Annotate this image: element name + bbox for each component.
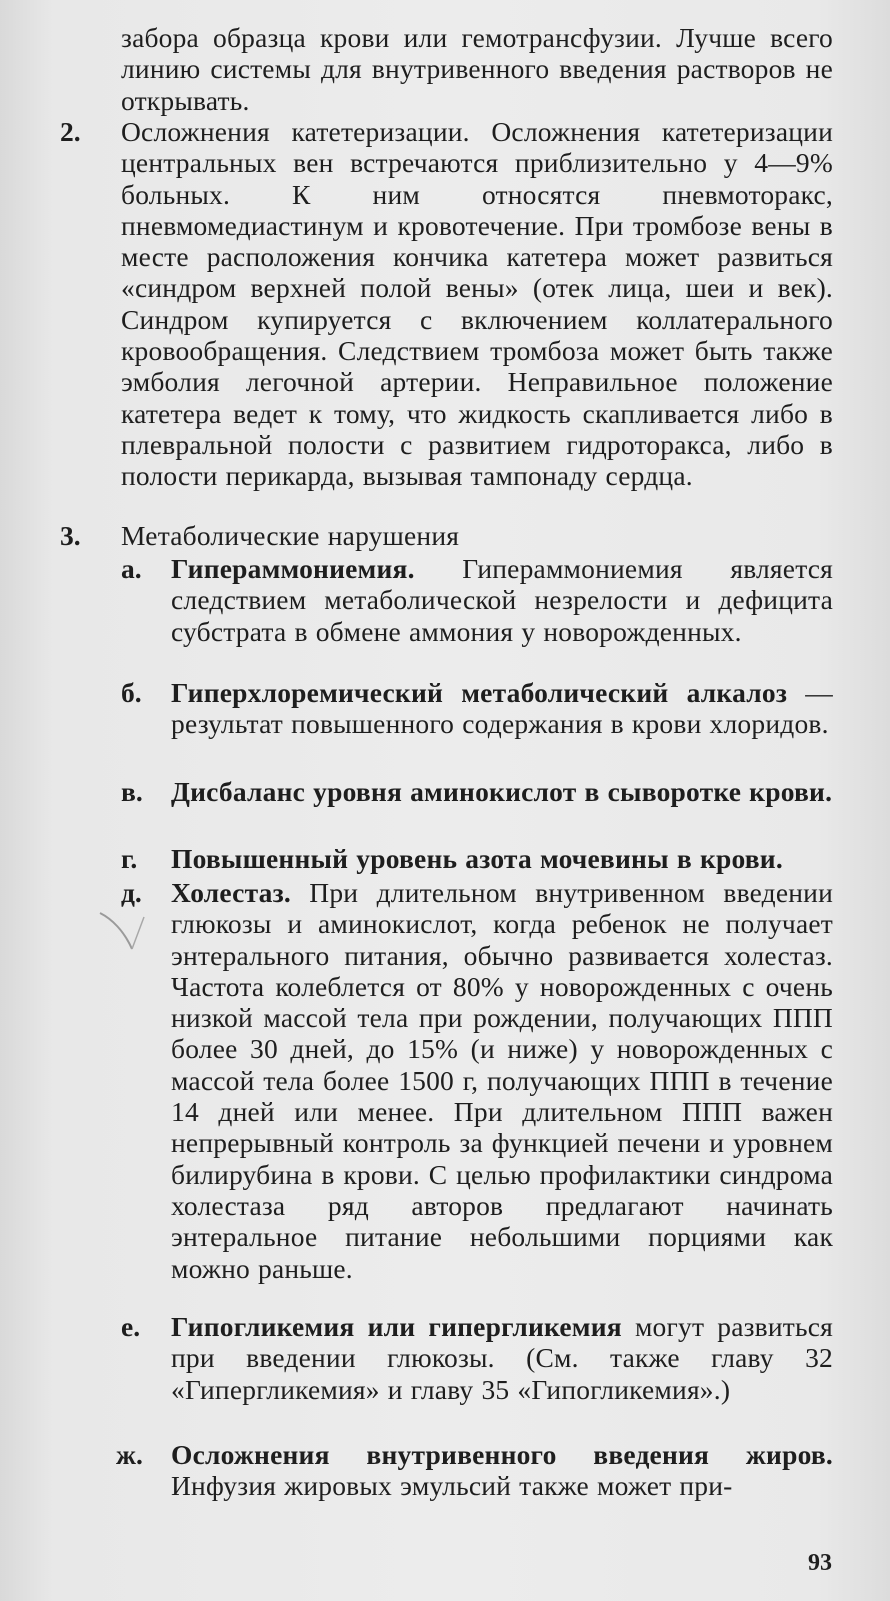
- item-3-heading: Метаболические нарушения: [121, 520, 460, 551]
- subitem-d-paragraph: [171, 877, 833, 1284]
- subitem-d-text: При длительном внутривенном введении глюкозы и аминокислот, когда ребенок не получает энтерального питания, обычно развивается холестаз. Частота колеблется от 80% у новорожденных с очень низкой массой тела при рождении, получающих ППП более 30 дней, до 15% (и ниже) у новорожденных с массой тела более 1500 г, получающих ППП в течение 14 дней или менее. При длительном ППП важен непрерывный контроль за функцией печени и уровнем билирубина в крови. С целью профилактики синдрома холестаза ряд авторов предлагают начинать энтеральное питание небольшими порциями как можно раньше.: [171, 877, 833, 1284]
- subitem-v-label: в.: [121, 776, 143, 807]
- subitem-zh-paragraph: [171, 1439, 833, 1502]
- subitem-d-label: д.: [121, 877, 142, 908]
- subitem-a-heading: Гипераммониемия.: [171, 553, 415, 584]
- subitem-b-heading: Гиперхлоремический метаболический алкалоз: [171, 677, 788, 708]
- subitem-zh-text: Инфузия жировых эмульсий также может при-: [171, 1470, 733, 1502]
- item-2-heading: Осложнения катетеризации.: [121, 116, 470, 147]
- subitem-e-heading: Гипогликемия или гипергликемия: [171, 1311, 622, 1342]
- subitem-g-label: г.: [121, 843, 138, 874]
- intro-paragraph: забора образца крови или гемотрансфузии. Лучше всего линию системы для внутривенного введения растворов не открывать.: [121, 22, 833, 116]
- subitem-e-paragraph: [171, 1311, 833, 1405]
- subitem-g-paragraph: Повышенный уровень азота мочевины в крови.: [171, 843, 783, 874]
- pencil-mark-icon: [96, 905, 156, 965]
- subitem-e-label: е.: [121, 1311, 141, 1342]
- item-2-text: Осложнения катетеризации центральных вен встречаются приблизительно у 4—9% больных. К ним относятся пневмоторакс, пневмомедиастинум и кровотечение. При тромбозе вены в месте расположения кончика катетера может развиться «синдром верхней полой вены» (отек лица, шеи и век). Синдром купируется с включением коллатерального кровообращения. Следствием тромбоза может быть также эмболия легочной артерии. Неправильное положение катетера ведет к тому, что жидкость скапливается либо в плевральной полости с развитием гидроторакса, либо в полости перикарда, вызывая тампонаду сердца.: [121, 116, 833, 492]
- subitem-a-label: а.: [121, 553, 142, 584]
- subitem-v-paragraph: Дисбаланс уровня аминокислот в сыворотке крови.: [171, 776, 833, 807]
- subitem-zh-label: ж.: [116, 1439, 143, 1470]
- item-3-number: 3.: [60, 520, 81, 551]
- subitem-b-text: — результат повышенного содержания в крови хлоридов.: [171, 677, 833, 740]
- item-2-paragraph: [121, 116, 833, 492]
- subitem-b-label: б.: [121, 677, 142, 708]
- subitem-zh-heading: Осложнения внутривенного введения жиров.: [171, 1439, 833, 1470]
- subitem-a-text: Гипераммониемия является следствием метаболической незрелости и дефицита субстрата в обмене аммония у новорожденных.: [171, 553, 833, 647]
- item-2-number: 2.: [60, 116, 81, 147]
- subitem-b-paragraph: [171, 677, 833, 740]
- subitem-d-heading: Холестаз.: [171, 877, 291, 908]
- page-number: 93: [808, 1550, 832, 1576]
- subitem-e-text: могут развиться при введении глюкозы. (См. также главу 32 «Гипергликемия» и главу 35 «Гипогликемия».): [171, 1311, 833, 1405]
- subitem-a-paragraph: [171, 553, 833, 647]
